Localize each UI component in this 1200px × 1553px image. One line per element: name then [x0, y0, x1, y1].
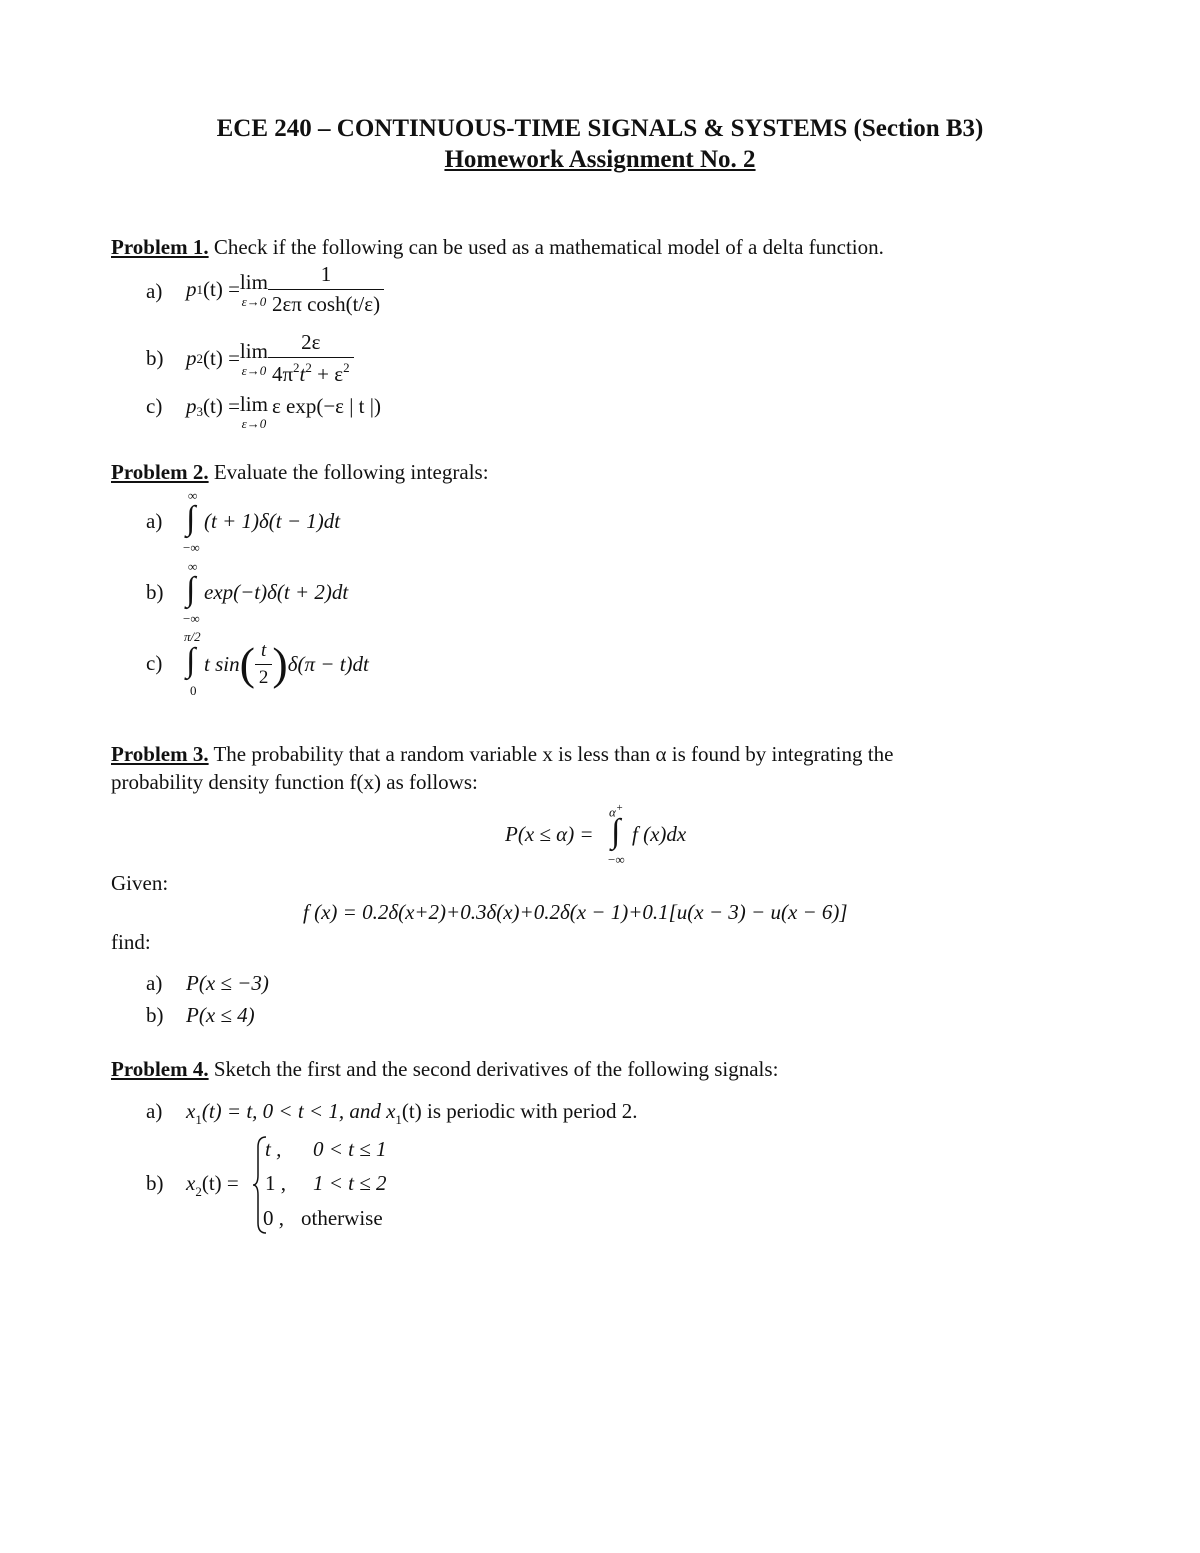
- p2-fraction: [268, 330, 354, 387]
- problem1-c-label: c): [146, 394, 163, 418]
- den-term-t: t: [299, 362, 306, 386]
- problem1-text: Check if the following can be used as a mathematical model of a delta function.: [208, 235, 884, 259]
- integral-lower-limit: −∞: [183, 540, 200, 555]
- p3-limit: [240, 394, 268, 430]
- integral-upper-limit: π/2: [184, 629, 201, 644]
- x1-symbol: x: [186, 1099, 196, 1123]
- exponent: 2: [293, 360, 300, 375]
- problem2-a-integrand: (t + 1)δ(t − 1)dt: [204, 509, 341, 533]
- problem2-b-label: b): [146, 580, 164, 604]
- problem1-c-formula: [186, 390, 381, 430]
- case1-value: t ,: [265, 1137, 282, 1161]
- problem2-a-label: a): [146, 509, 163, 533]
- integral-lower-limit: 0: [190, 683, 197, 698]
- x1-subscript: 1: [195, 1112, 202, 1127]
- fraction-denominator: 2: [255, 664, 273, 689]
- problem3-text-line1: The probability that a random variable x is less than α is found by integrating the: [208, 742, 894, 766]
- lim-text: lim: [239, 392, 268, 416]
- problem2-heading: Problem 2.: [111, 460, 209, 484]
- problem1-statement: [111, 235, 884, 260]
- case3-value: 0 ,: [263, 1206, 284, 1230]
- lim-subscript: ε→0: [241, 416, 267, 431]
- p3-subscript: 3: [196, 404, 203, 419]
- fraction-numerator: t: [261, 639, 267, 661]
- document-subtitle: Homework Assignment No. 2: [444, 146, 756, 173]
- case2-condition: 1 < t ≤ 2: [313, 1171, 387, 1195]
- integral-sign: ∫: [186, 642, 196, 679]
- lim-subscript: ε→0: [241, 362, 267, 378]
- x1-periodicity: (t) is periodic with period 2.: [401, 1099, 638, 1123]
- pdf-formula: f (x) = 0.2δ(x+2)+0.3δ(x)+0.2δ(x − 1)+0.1[u(x − 3) − u(x − 6)]: [303, 900, 848, 924]
- problem4-text: Sketch the first and the second derivatives of the following signals:: [208, 1057, 779, 1081]
- p2-subscript: 2: [196, 350, 203, 366]
- problem3-b-expression: P(x ≤ 4): [186, 1003, 255, 1027]
- problem4-b-lhs: [186, 1171, 239, 1200]
- problem2-b-integrand: exp(−t)δ(t + 2)dt: [204, 580, 349, 604]
- x1-symbol: x: [386, 1099, 396, 1123]
- integrand-prefix: t sin: [204, 651, 240, 676]
- probability-lhs: P(x ≤ α) =: [505, 822, 594, 846]
- p3-expression: ε exp(−ε | t |): [271, 394, 381, 418]
- integral-lower-limit: −∞: [608, 852, 625, 867]
- p1-symbol: p: [186, 277, 197, 301]
- p1-fraction: [268, 262, 384, 317]
- document-title: ECE 240 – CONTINUOUS-TIME SIGNALS & SYSTEMS (Section B3): [216, 115, 984, 142]
- p1-argument: (t) =: [203, 277, 240, 301]
- problem3-a-expression: P(x ≤ −3): [186, 971, 269, 995]
- problem3-statement-line1: [111, 742, 893, 767]
- p2-argument: (t) =: [203, 346, 240, 370]
- problem3-heading: Problem 3.: [111, 742, 209, 766]
- upper-plus: +: [615, 802, 624, 814]
- case2-value: 1 ,: [265, 1171, 286, 1195]
- integral-sign: ∫: [186, 571, 196, 608]
- exponent: 2: [343, 360, 350, 375]
- lim-subscript: ε→0: [241, 293, 267, 309]
- p1-limit: [239, 269, 268, 309]
- x2-symbol: x: [186, 1171, 196, 1195]
- integral-upper-limit: ∞: [188, 559, 198, 574]
- problem3-b-label: b): [146, 1003, 164, 1027]
- x2-subscript: 2: [195, 1184, 202, 1199]
- problem1-b-label: b): [146, 346, 164, 370]
- integral-upper-limit: ∞: [188, 488, 198, 503]
- problem1-heading: Problem 1.: [111, 235, 209, 259]
- problem1-a-label: a): [146, 279, 163, 303]
- den-term-pi: 4π: [271, 362, 294, 386]
- p2-limit: [239, 338, 268, 378]
- problem1-b-formula: [186, 330, 354, 387]
- lim-text: lim: [239, 338, 268, 363]
- problem2-statement: [111, 460, 489, 485]
- given-label: Given:: [111, 871, 169, 895]
- p2-symbol: p: [186, 346, 197, 370]
- x2-argument: (t) =: [201, 1171, 239, 1195]
- p1-denominator: 2επ cosh(t/ε): [268, 289, 384, 317]
- p3-argument: (t) =: [203, 394, 240, 418]
- x1-definition: (t) = t, 0 < t < 1, and: [201, 1099, 387, 1123]
- integrand-suffix: δ(π − t)dt: [287, 651, 369, 676]
- problem2-c-label: c): [146, 651, 163, 675]
- problem2-c-integrand: [204, 629, 369, 699]
- case1-condition: 0 < t ≤ 1: [313, 1137, 387, 1161]
- exponent: 2: [305, 360, 312, 375]
- problem1-a-formula: [186, 262, 384, 317]
- integral-lower-limit: −∞: [183, 611, 200, 626]
- sin-argument-fraction: [255, 640, 273, 689]
- problem4-heading: Problem 4.: [111, 1057, 209, 1081]
- p1-subscript: 1: [196, 281, 203, 297]
- probability-integrand: f (x)dx: [632, 822, 687, 846]
- integral-sign: ∫: [611, 813, 621, 850]
- integral-sign: ∫: [186, 500, 196, 537]
- problem4-statement: [111, 1057, 778, 1082]
- right-paren: ): [272, 638, 288, 689]
- left-paren: (: [239, 638, 255, 689]
- p2-numerator: 2ε: [301, 330, 321, 354]
- lim-text: lim: [239, 269, 268, 294]
- problem4-a-formula: [186, 1099, 638, 1128]
- problem3-text-line2: probability density function f(x) as follows:: [111, 770, 478, 794]
- den-term-eps: + ε: [311, 362, 344, 386]
- p3-symbol: p: [186, 394, 197, 418]
- p1-numerator: 1: [320, 262, 332, 286]
- find-label: find:: [111, 930, 151, 954]
- problem3-a-label: a): [146, 971, 163, 995]
- problem4-a-label: a): [146, 1099, 163, 1123]
- p2-denominator: [268, 357, 354, 387]
- case3-condition: otherwise: [301, 1206, 383, 1230]
- upper-alpha: α: [609, 804, 616, 820]
- x1-subscript: 1: [395, 1112, 402, 1127]
- problem2-text: Evaluate the following integrals:: [208, 460, 489, 484]
- problem4-b-label: b): [146, 1171, 164, 1195]
